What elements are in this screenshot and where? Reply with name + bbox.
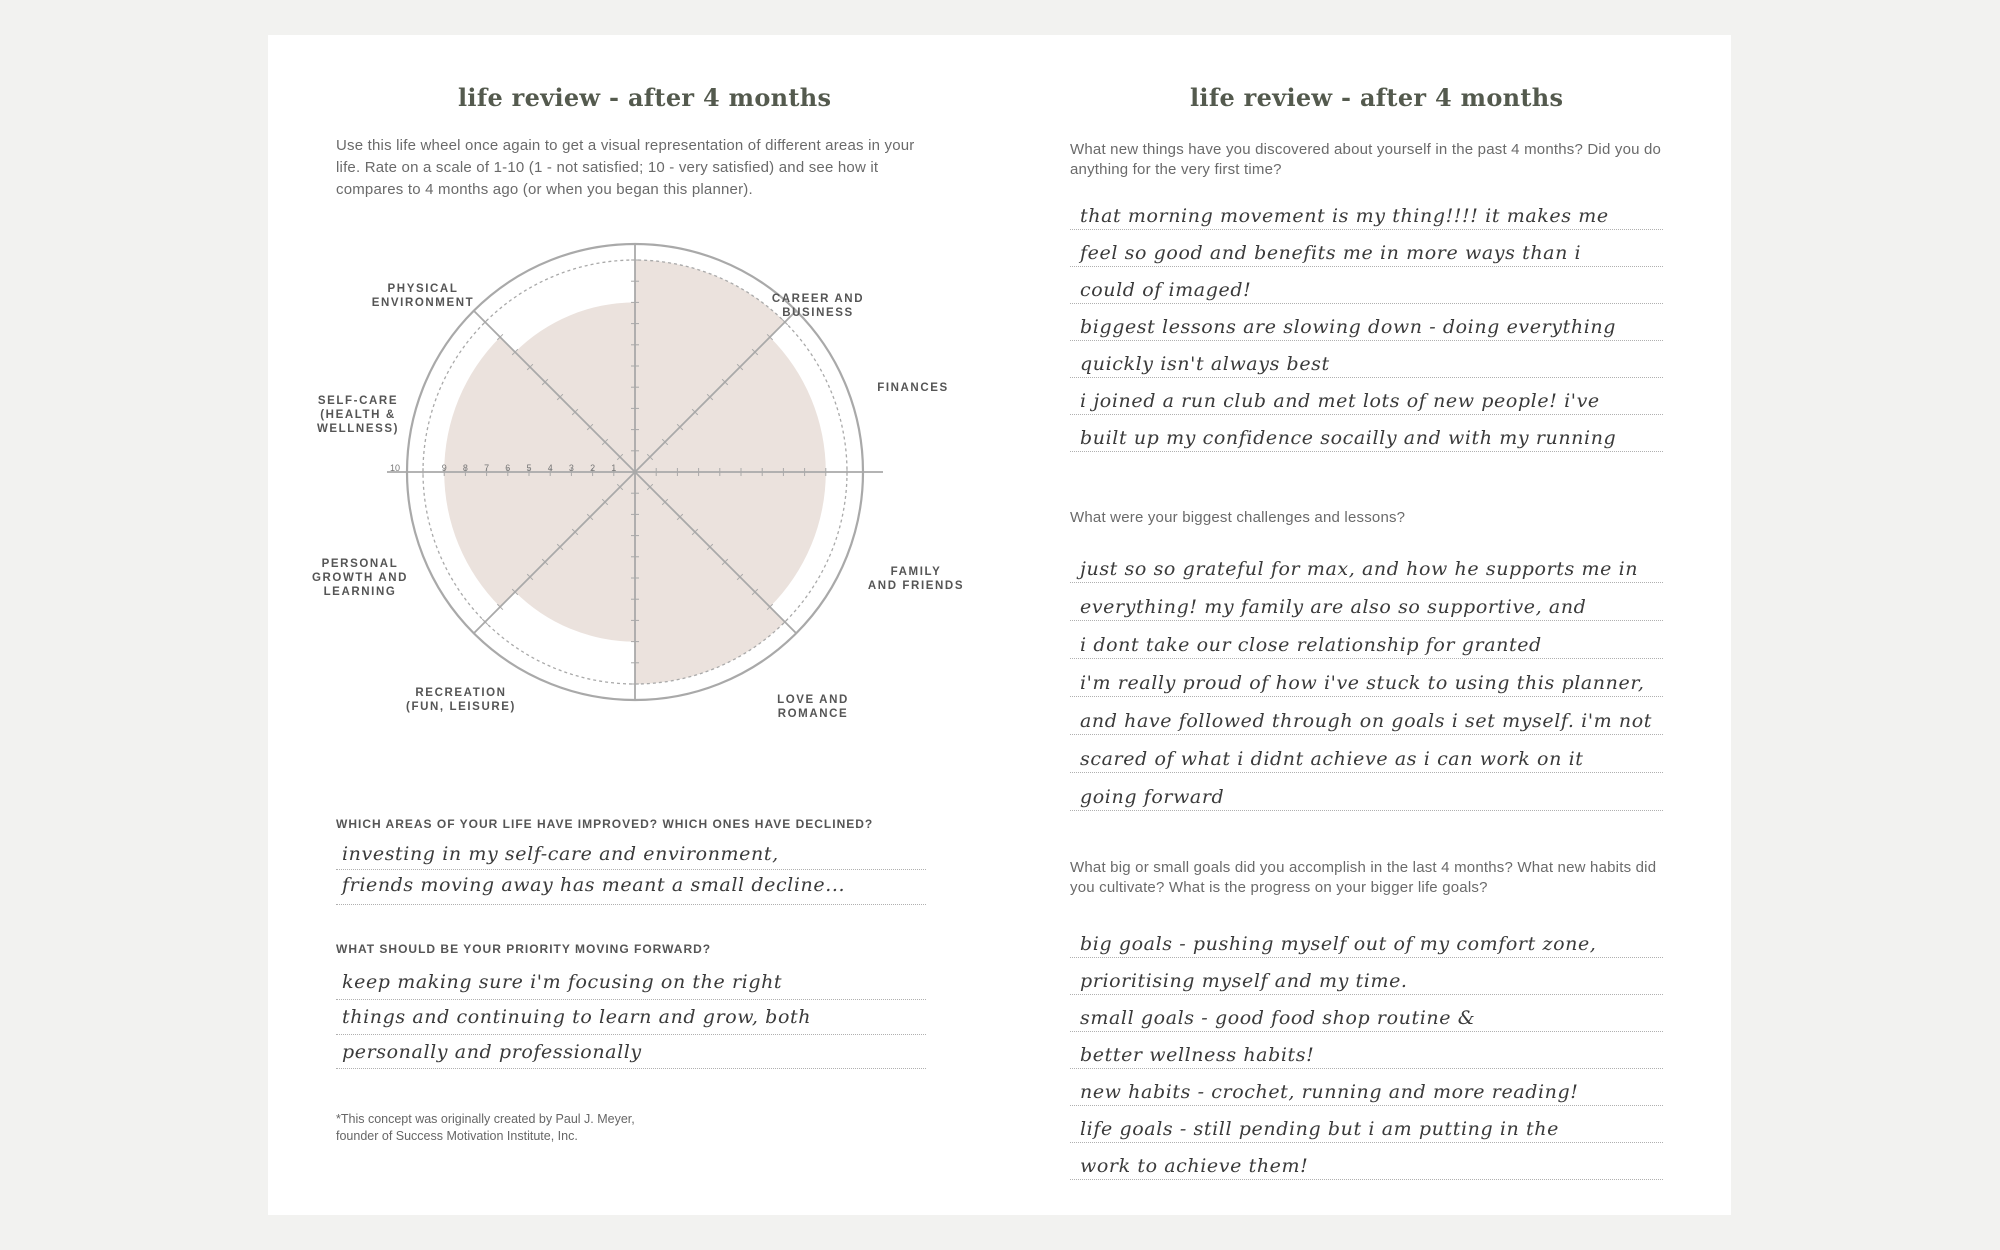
- footnote: *This concept was originally created by Paul J. Meyer, founder of Success Motivation Institute, Inc.: [336, 1112, 635, 1143]
- handwritten-answer: big goals - pushing myself out of my comfort zone,: [1080, 933, 1597, 955]
- answer-line: [1070, 266, 1663, 267]
- answer-line: [1070, 994, 1663, 995]
- intro-text: Use this life wheel once again to get a visual representation of different areas in your life. Rate on a scale of 1-10 (1 - not satisfied; 10 - very satisfied) and see how it compares to 4 months ago (or when you began this planner).: [336, 137, 915, 198]
- handwritten-answer: small goals - good food shop routine &: [1080, 1007, 1476, 1029]
- handwritten-answer: biggest lessons are slowing down - doing everything: [1080, 316, 1616, 338]
- label-personal-growth: PERSONAL GROWTH AND LEARNING: [311, 558, 409, 598]
- handwritten-answer: going forward: [1080, 786, 1225, 808]
- wheel-scale-number: 2: [590, 463, 596, 473]
- handwritten-answer: feel so good and benefits me in more ways than i: [1080, 242, 1582, 264]
- question-challenges: What were your biggest challenges and lessons?: [1070, 509, 1406, 526]
- handwritten-answer: i joined a run club and met lots of new people! i've: [1080, 390, 1600, 412]
- handwritten-answer: that morning movement is my thing!!!! it makes me: [1080, 205, 1609, 227]
- handwritten-answer: quickly isn't always best: [1080, 353, 1330, 375]
- question-priority: WHAT SHOULD BE YOUR PRIORITY MOVING FORWARD?: [336, 942, 712, 956]
- answer-line: [1070, 1179, 1663, 1180]
- answer-line: [1070, 734, 1663, 735]
- answer-line: [1070, 582, 1663, 583]
- wheel-scale-number: 3: [568, 463, 574, 473]
- handwritten-answer: i dont take our close relationship for granted: [1080, 634, 1542, 656]
- answer-line: [1070, 1142, 1663, 1143]
- answer-line: [336, 869, 926, 870]
- label-career-business: CAREER AND BUSINESS: [771, 293, 865, 319]
- answer-line: [1070, 1105, 1663, 1106]
- answer-line: [336, 1068, 926, 1069]
- answer-line: [1070, 451, 1663, 452]
- wheel-scale-number: 9: [441, 463, 447, 473]
- answer-line: [336, 1034, 926, 1035]
- label-family-friends: FAMILY AND FRIENDS: [867, 566, 965, 592]
- handwritten-answer: new habits - crochet, running and more reading!: [1080, 1081, 1579, 1103]
- handwritten-answer: and have followed through on goals i set myself. i'm not: [1080, 710, 1653, 732]
- planner-spread: [268, 35, 1731, 1215]
- answer-line: [1070, 303, 1663, 304]
- life-wheel: [268, 235, 1000, 775]
- label-recreation: RECREATION (FUN, LEISURE): [406, 687, 516, 713]
- wheel-scale-number: 8: [462, 463, 468, 473]
- answer-line: [1070, 658, 1663, 659]
- answer-line: [336, 904, 926, 905]
- handwritten-answer: could of imaged!: [1080, 279, 1252, 301]
- handwritten-answer: just so so grateful for max, and how he supports me in: [1080, 558, 1639, 580]
- label-finances: FINANCES: [877, 382, 949, 394]
- label-self-care: SELF-CARE (HEALTH & WELLNESS): [316, 395, 400, 435]
- handwritten-answer: personally and professionally: [342, 1041, 642, 1063]
- wheel-scale-number: 4: [547, 463, 553, 473]
- answer-line: [336, 999, 926, 1000]
- handwritten-answer: built up my confidence socailly and with my running: [1080, 427, 1617, 449]
- question-discovered: What new things have you discovered about yourself in the past 4 months? Did you do anything for the very first time?: [1070, 141, 1662, 178]
- question-improved-declined: WHICH AREAS OF YOUR LIFE HAVE IMPROVED? WHICH ONES HAVE DECLINED?: [336, 817, 874, 831]
- handwritten-answer: life goals - still pending but i am putting in the: [1080, 1118, 1559, 1140]
- page-title-right: life review - after 4 months: [1190, 83, 1564, 112]
- wheel-scale-number: 5: [526, 463, 532, 473]
- wheel-scale-number: 10: [389, 463, 401, 473]
- answer-line: [1070, 1031, 1663, 1032]
- wheel-scale-number: 1: [611, 463, 617, 473]
- handwritten-answer: everything! my family are also so supportive, and: [1080, 596, 1587, 618]
- handwritten-answer: friends moving away has meant a small decline...: [342, 874, 846, 896]
- page-title: life review - after 4 months: [458, 83, 832, 112]
- wheel-scale-number: 7: [484, 463, 490, 473]
- answer-line: [1070, 414, 1663, 415]
- answer-line: [1070, 957, 1663, 958]
- handwritten-answer: investing in my self-care and environment,: [342, 843, 779, 865]
- answer-line: [1070, 696, 1663, 697]
- wheel-scale-number: 6: [505, 463, 511, 473]
- handwritten-answer: keep making sure i'm focusing on the right: [342, 971, 783, 993]
- handwritten-answer: work to achieve them!: [1080, 1155, 1309, 1177]
- question-goals: What big or small goals did you accomplish in the last 4 months? What new habits did you cultivate? What is the progress on your bigger life goals?: [1070, 859, 1657, 896]
- handwritten-answer: i'm really proud of how i've stuck to using this planner,: [1080, 672, 1645, 694]
- answer-line: [1070, 229, 1663, 230]
- answer-line: [1070, 377, 1663, 378]
- label-love-romance: LOVE AND ROMANCE: [777, 694, 849, 720]
- answer-line: [1070, 772, 1663, 773]
- label-physical-environment: PHYSICAL ENVIRONMENT: [371, 283, 475, 309]
- left-page: [268, 35, 1000, 1215]
- handwritten-answer: things and continuing to learn and grow, both: [342, 1006, 812, 1028]
- answer-line: [1070, 340, 1663, 341]
- answer-line: [1070, 810, 1663, 811]
- handwritten-answer: prioritising myself and my time.: [1080, 970, 1408, 992]
- handwritten-answer: scared of what i didnt achieve as i can work on it: [1080, 748, 1584, 770]
- answer-line: [1070, 1068, 1663, 1069]
- handwritten-answer: better wellness habits!: [1080, 1044, 1315, 1066]
- answer-line: [1070, 620, 1663, 621]
